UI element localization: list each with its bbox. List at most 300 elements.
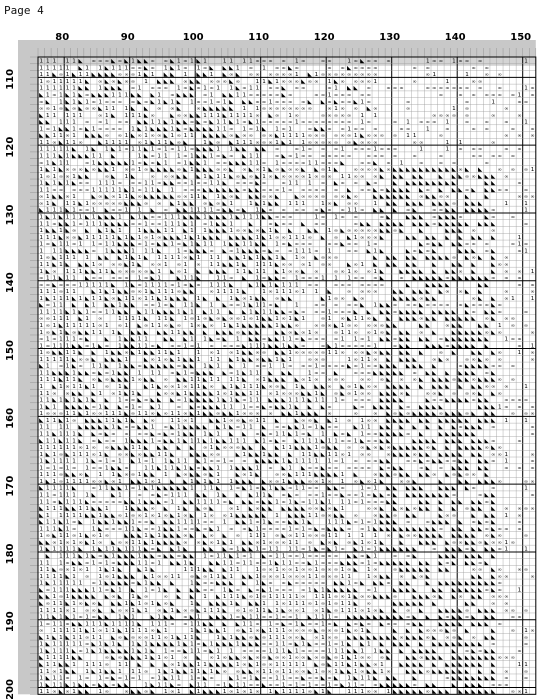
stitch-symbol: ◣ xyxy=(190,391,195,397)
stitch-symbol: 1 xyxy=(79,79,83,85)
stitch-symbol: ◣ xyxy=(452,398,457,404)
stitch-symbol: ∞ xyxy=(517,648,521,654)
stitch-symbol: 1 xyxy=(157,404,161,410)
stitch-symbol: ◣ xyxy=(255,438,260,444)
stitch-symbol: ∞ xyxy=(242,86,246,92)
stitch-symbol: ∞ xyxy=(118,208,122,214)
stitch-symbol: 1 xyxy=(197,411,201,417)
stitch-symbol: ∞ xyxy=(190,526,194,532)
stitch-symbol: 1 xyxy=(334,533,338,539)
stitch-symbol: 1 xyxy=(282,648,286,654)
stitch-symbol: ◣ xyxy=(406,364,411,370)
stitch-symbol: ◣ xyxy=(46,133,51,139)
stitch-symbol: ◣ xyxy=(183,201,188,207)
stitch-symbol: ◣ xyxy=(308,72,313,78)
stitch-symbol: ∞ xyxy=(288,567,292,573)
stitch-symbol: ◣ xyxy=(334,370,339,376)
stitch-symbol: ◣ xyxy=(170,554,175,560)
stitch-symbol: ∞ xyxy=(314,479,318,485)
stitch-symbol: ∞ xyxy=(432,303,436,309)
stitch-symbol: ∞ xyxy=(144,520,148,526)
stitch-symbol: ◣ xyxy=(445,452,450,458)
stitch-symbol: ◣ xyxy=(419,289,424,295)
stitch-symbol: 1 xyxy=(46,520,50,526)
stitch-symbol: ◣ xyxy=(426,438,431,444)
stitch-symbol: ◣ xyxy=(137,126,142,132)
stitch-symbol: ∞ xyxy=(327,242,331,248)
stitch-symbol: ◣ xyxy=(72,147,77,153)
stitch-symbol: ◣ xyxy=(399,228,404,234)
stitch-symbol: ◣ xyxy=(281,411,286,417)
stitch-symbol: 1 xyxy=(184,398,188,404)
stitch-symbol: 1 xyxy=(151,370,155,376)
stitch-symbol: ◣ xyxy=(183,92,188,98)
stitch-symbol: ∞ xyxy=(354,72,358,78)
stitch-symbol: ◣ xyxy=(131,215,136,221)
stitch-symbol: ∞ xyxy=(498,445,502,451)
stitch-symbol: 1 xyxy=(46,513,50,519)
stitch-symbol: ◣ xyxy=(157,364,162,370)
stitch-symbol: ◣ xyxy=(170,479,175,485)
stitch-symbol: 1 xyxy=(72,431,76,437)
stitch-symbol: ◣ xyxy=(157,601,162,607)
stitch-symbol: ∞ xyxy=(354,330,358,336)
stitch-symbol: ◣ xyxy=(367,554,372,560)
stitch-symbol: 1 xyxy=(59,65,63,71)
stitch-symbol: 1 xyxy=(157,99,161,105)
stitch-symbol: ◣ xyxy=(301,513,306,519)
stitch-symbol: ∞ xyxy=(445,343,449,349)
stitch-symbol: ◣ xyxy=(439,621,444,627)
stitch-symbol: 1 xyxy=(295,154,299,160)
stitch-symbol: ∞ xyxy=(504,187,508,193)
stitch-symbol: ∞ xyxy=(255,377,259,383)
stitch-symbol: ◣ xyxy=(471,445,476,451)
stitch-symbol: 1 xyxy=(223,289,227,295)
stitch-symbol: ◣ xyxy=(157,296,162,302)
stitch-symbol: 1 xyxy=(53,655,57,661)
stitch-symbol: 1 xyxy=(426,126,430,132)
stitch-symbol: ◣ xyxy=(288,581,293,587)
stitch-symbol: ◣ xyxy=(131,560,136,566)
stitch-symbol: ∞ xyxy=(504,384,508,390)
stitch-symbol: ∞ xyxy=(65,194,69,200)
stitch-symbol: ∞ xyxy=(511,92,515,98)
stitch-symbol: ◣ xyxy=(262,323,267,329)
stitch-symbol: ∞ xyxy=(46,126,50,132)
stitch-symbol: 1 xyxy=(138,255,142,261)
stitch-symbol: 1 xyxy=(39,370,43,376)
stitch-symbol: ◣ xyxy=(92,72,97,78)
stitch-symbol: ◣ xyxy=(458,465,463,471)
stitch-symbol: ∞ xyxy=(85,187,89,193)
stitch-symbol: ◣ xyxy=(321,208,326,214)
stitch-symbol: ∞ xyxy=(314,357,318,363)
stitch-symbol: ∞ xyxy=(327,621,331,627)
stitch-symbol: 1 xyxy=(39,228,43,234)
stitch-symbol: ◣ xyxy=(85,513,90,519)
stitch-symbol: ◣ xyxy=(242,445,247,451)
stitch-symbol: ∞ xyxy=(164,59,168,65)
stitch-symbol: ◣ xyxy=(491,547,496,553)
stitch-symbol: ◣ xyxy=(39,208,44,214)
stitch-symbol: ◣ xyxy=(39,486,44,492)
stitch-symbol: ∞ xyxy=(498,594,502,600)
stitch-symbol: ∞ xyxy=(354,581,358,587)
stitch-symbol: ∞ xyxy=(98,479,102,485)
stitch-symbol: ◣ xyxy=(183,242,188,248)
stitch-symbol: ◣ xyxy=(170,140,175,146)
stitch-symbol: ◣ xyxy=(399,425,404,431)
stitch-symbol: ◣ xyxy=(59,499,64,505)
stitch-symbol: 1 xyxy=(459,140,463,146)
stitch-symbol: ∞ xyxy=(92,411,96,417)
stitch-symbol: 1 xyxy=(66,581,70,587)
stitch-symbol: ◣ xyxy=(478,282,483,288)
stitch-symbol: ∞ xyxy=(360,276,364,282)
stitch-symbol: ◣ xyxy=(465,167,470,173)
stitch-symbol: ∞ xyxy=(308,282,312,288)
stitch-symbol: ∞ xyxy=(354,147,358,153)
stitch-symbol: 1 xyxy=(249,628,253,634)
stitch-symbol: ∞ xyxy=(177,194,181,200)
stitch-symbol: ◣ xyxy=(118,86,123,92)
stitch-symbol: ◣ xyxy=(491,445,496,451)
stitch-symbol: ◣ xyxy=(105,215,110,221)
stitch-symbol: ∞ xyxy=(314,506,318,512)
stitch-symbol: 1 xyxy=(256,526,260,532)
stitch-symbol: ◣ xyxy=(380,615,385,621)
stitch-symbol: 1 xyxy=(315,574,319,580)
stitch-symbol: ∞ xyxy=(498,72,502,78)
stitch-symbol: ◣ xyxy=(354,587,359,593)
stitch-symbol: 1 xyxy=(53,133,57,139)
stitch-symbol: ◣ xyxy=(380,425,385,431)
stitch-symbol: ∞ xyxy=(288,635,292,641)
stitch-symbol: 1 xyxy=(118,215,122,221)
stitch-symbol: 1 xyxy=(249,140,253,146)
stitch-symbol: ∞ xyxy=(314,79,318,85)
stitch-symbol: ◣ xyxy=(412,309,417,315)
stitch-symbol: ∞ xyxy=(314,92,318,98)
stitch-symbol: ∞ xyxy=(308,120,312,126)
stitch-symbol: ∞ xyxy=(124,472,128,478)
stitch-symbol: ◣ xyxy=(432,648,437,654)
stitch-symbol: ◣ xyxy=(288,65,293,71)
stitch-symbol: ◣ xyxy=(301,384,306,390)
stitch-symbol: ∞ xyxy=(367,316,371,322)
stitch-symbol: ◣ xyxy=(445,282,450,288)
stitch-symbol: ∞ xyxy=(426,86,430,92)
stitch-symbol: ◣ xyxy=(190,282,195,288)
stitch-symbol: ◣ xyxy=(406,493,411,499)
stitch-symbol: ◣ xyxy=(314,452,319,458)
stitch-symbol: 1 xyxy=(301,452,305,458)
stitch-symbol: ◣ xyxy=(275,452,280,458)
stitch-symbol: 1 xyxy=(236,92,240,98)
stitch-symbol: ∞ xyxy=(458,147,462,153)
stitch-symbol: ◣ xyxy=(275,398,280,404)
stitch-symbol: 1 xyxy=(138,147,142,153)
stitch-symbol: 1 xyxy=(53,445,57,451)
stitch-symbol: 1 xyxy=(269,628,273,634)
stitch-symbol: ◣ xyxy=(452,594,457,600)
stitch-symbol: ◣ xyxy=(85,628,90,634)
stitch-symbol: ∞ xyxy=(393,472,397,478)
stitch-symbol: ∞ xyxy=(347,391,351,397)
stitch-symbol: ∞ xyxy=(209,384,213,390)
stitch-symbol: ∞ xyxy=(524,242,528,248)
stitch-symbol: ◣ xyxy=(478,581,483,587)
stitch-symbol: ◣ xyxy=(157,167,162,173)
stitch-symbol: 1 xyxy=(315,499,319,505)
stitch-symbol: ◣ xyxy=(59,520,64,526)
stitch-symbol: ∞ xyxy=(334,242,338,248)
stitch-symbol: 1 xyxy=(243,92,247,98)
stitch-symbol: ∞ xyxy=(282,526,286,532)
stitch-symbol: 1 xyxy=(59,486,63,492)
stitch-symbol: ◣ xyxy=(419,621,424,627)
stitch-symbol: ∞ xyxy=(471,65,475,71)
stitch-symbol: 1 xyxy=(275,242,279,248)
stitch-symbol: 1 xyxy=(39,86,43,92)
stitch-symbol: ◣ xyxy=(314,418,319,424)
stitch-symbol: ◣ xyxy=(485,309,490,315)
stitch-symbol: ∞ xyxy=(144,323,148,329)
stitch-symbol: ◣ xyxy=(412,208,417,214)
stitch-symbol: 1 xyxy=(46,499,50,505)
stitch-symbol: 1 xyxy=(92,296,96,302)
stitch-symbol: 1 xyxy=(275,316,279,322)
stitch-symbol: ◣ xyxy=(393,452,398,458)
stitch-symbol: ∞ xyxy=(216,201,220,207)
stitch-symbol: ∞ xyxy=(105,133,109,139)
stitch-symbol: 1 xyxy=(131,296,135,302)
stitch-symbol: 1 xyxy=(53,648,57,654)
stitch-symbol: ◣ xyxy=(170,65,175,71)
stitch-symbol: 1 xyxy=(118,65,122,71)
stitch-symbol: 1 xyxy=(144,309,148,315)
stitch-symbol: ∞ xyxy=(373,608,377,614)
stitch-symbol: ◣ xyxy=(92,554,97,560)
stitch-symbol: ◣ xyxy=(209,337,214,343)
stitch-symbol: ∞ xyxy=(340,547,344,553)
stitch-symbol: ◣ xyxy=(471,615,476,621)
stitch-symbol: ∞ xyxy=(354,357,358,363)
stitch-symbol: ◣ xyxy=(399,350,404,356)
stitch-symbol: ∞ xyxy=(393,309,397,315)
stitch-symbol: ◣ xyxy=(412,594,417,600)
stitch-symbol: ∞ xyxy=(321,364,325,370)
stitch-symbol: ∞ xyxy=(308,493,312,499)
stitch-symbol: ◣ xyxy=(321,465,326,471)
stitch-symbol: ∞ xyxy=(465,506,469,512)
stitch-symbol: 1 xyxy=(229,465,233,471)
stitch-symbol: ◣ xyxy=(465,418,470,424)
stitch-symbol: ◣ xyxy=(105,581,110,587)
stitch-symbol: 1 xyxy=(354,391,358,397)
stitch-symbol: ◣ xyxy=(281,608,286,614)
stitch-symbol: ◣ xyxy=(412,262,417,268)
stitch-symbol: ◣ xyxy=(242,431,247,437)
stitch-symbol: ◣ xyxy=(373,255,378,261)
stitch-symbol: ∞ xyxy=(301,567,305,573)
stitch-symbol: 1 xyxy=(66,431,70,437)
stitch-symbol: ◣ xyxy=(426,615,431,621)
stitch-symbol: ◣ xyxy=(65,601,70,607)
stitch-symbol: ∞ xyxy=(59,567,63,573)
stitch-symbol: 1 xyxy=(144,648,148,654)
stitch-symbol: ∞ xyxy=(196,181,200,187)
stitch-symbol: ◣ xyxy=(275,445,280,451)
stitch-symbol: ◣ xyxy=(229,187,234,193)
stitch-symbol: ◣ xyxy=(445,208,450,214)
stitch-symbol: ◣ xyxy=(196,154,201,160)
stitch-symbol: ∞ xyxy=(177,181,181,187)
stitch-symbol: ◣ xyxy=(262,431,267,437)
stitch-symbol: 1 xyxy=(138,208,142,214)
stitch-symbol: ◣ xyxy=(150,581,155,587)
stitch-symbol: ∞ xyxy=(485,445,489,451)
stitch-symbol: ∞ xyxy=(216,167,220,173)
stitch-symbol: ◣ xyxy=(229,581,234,587)
stitch-symbol: ∞ xyxy=(183,540,187,546)
stitch-symbol: ◣ xyxy=(478,587,483,593)
stitch-symbol: ∞ xyxy=(393,567,397,573)
stitch-symbol: ∞ xyxy=(137,289,141,295)
stitch-symbol: 1 xyxy=(269,648,273,654)
stitch-symbol: 1 xyxy=(328,228,332,234)
stitch-symbol: 1 xyxy=(288,547,292,553)
stitch-symbol: ∞ xyxy=(295,574,299,580)
stitch-symbol: ∞ xyxy=(530,86,534,92)
stitch-symbol: ∞ xyxy=(360,377,364,383)
stitch-symbol: ∞ xyxy=(367,154,371,160)
stitch-symbol: 1 xyxy=(39,526,43,532)
stitch-symbol: ∞ xyxy=(203,120,207,126)
stitch-symbol: ∞ xyxy=(164,425,168,431)
stitch-symbol: ∞ xyxy=(360,72,364,78)
stitch-symbol: ◣ xyxy=(334,540,339,546)
stitch-symbol: ◣ xyxy=(478,384,483,390)
stitch-symbol: 1 xyxy=(98,269,102,275)
stitch-symbol: 1 xyxy=(328,594,332,600)
stitch-symbol: ◣ xyxy=(360,642,365,648)
stitch-symbol: ◣ xyxy=(170,533,175,539)
stitch-symbol: ∞ xyxy=(203,201,207,207)
stitch-symbol: 1 xyxy=(177,350,181,356)
stitch-symbol: 1 xyxy=(262,343,266,349)
stitch-symbol: ◣ xyxy=(157,398,162,404)
stitch-symbol: ∞ xyxy=(321,567,325,573)
stitch-symbol: ◣ xyxy=(393,628,398,634)
stitch-symbol: ∞ xyxy=(321,167,325,173)
stitch-symbol: ◣ xyxy=(209,140,214,146)
stitch-symbol: ◣ xyxy=(288,459,293,465)
stitch-symbol: ∞ xyxy=(268,581,272,587)
stitch-symbol: ∞ xyxy=(386,160,390,166)
stitch-symbol: ∞ xyxy=(124,269,128,275)
stitch-symbol: 1 xyxy=(190,337,194,343)
stitch-symbol: ◣ xyxy=(223,201,228,207)
stitch-symbol: ∞ xyxy=(504,574,508,580)
stitch-symbol: ∞ xyxy=(65,391,69,397)
stitch-symbol: ◣ xyxy=(190,357,195,363)
stitch-symbol: 1 xyxy=(184,303,188,309)
stitch-symbol: 1 xyxy=(66,438,70,444)
stitch-symbol: ◣ xyxy=(406,452,411,458)
stitch-symbol: 1 xyxy=(72,309,76,315)
stitch-symbol: ◣ xyxy=(465,581,470,587)
stitch-symbol: 1 xyxy=(144,289,148,295)
stitch-symbol: ∞ xyxy=(52,269,56,275)
stitch-symbol: ∞ xyxy=(229,350,233,356)
stitch-symbol: ◣ xyxy=(393,526,398,532)
stitch-symbol: 1 xyxy=(256,215,260,221)
stitch-symbol: 1 xyxy=(341,642,345,648)
stitch-symbol: ◣ xyxy=(223,215,228,221)
stitch-symbol: ◣ xyxy=(203,133,208,139)
stitch-symbol: ∞ xyxy=(321,581,325,587)
stitch-symbol: 1 xyxy=(125,316,129,322)
stitch-symbol: ◣ xyxy=(275,404,280,410)
stitch-symbol: ◣ xyxy=(432,411,437,417)
stitch-symbol: ◣ xyxy=(137,655,142,661)
stitch-symbol: 1 xyxy=(66,242,70,248)
stitch-symbol: ◣ xyxy=(52,635,57,641)
stitch-symbol: 1 xyxy=(59,86,63,92)
stitch-symbol: 1 xyxy=(92,547,96,553)
stitch-symbol: ◣ xyxy=(78,411,83,417)
stitch-symbol: 1 xyxy=(531,167,535,173)
stitch-symbol: 1 xyxy=(275,615,279,621)
stitch-symbol: ∞ xyxy=(465,472,469,478)
stitch-symbol: 1 xyxy=(315,445,319,451)
stitch-symbol: ∞ xyxy=(321,194,325,200)
stitch-symbol: ◣ xyxy=(412,269,417,275)
stitch-symbol: ◣ xyxy=(177,608,182,614)
stitch-symbol: 1 xyxy=(151,282,155,288)
stitch-symbol: 1 xyxy=(72,601,76,607)
stitch-symbol: ◣ xyxy=(393,323,398,329)
stitch-symbol: ∞ xyxy=(360,79,364,85)
stitch-symbol: 1 xyxy=(92,242,96,248)
stitch-symbol: ◣ xyxy=(380,506,385,512)
stitch-symbol: ◣ xyxy=(426,235,431,241)
stitch-symbol: ∞ xyxy=(367,133,371,139)
stitch-symbol: 1 xyxy=(282,594,286,600)
stitch-symbol: ◣ xyxy=(399,540,404,546)
stitch-symbol: ∞ xyxy=(458,425,462,431)
stitch-symbol: ◣ xyxy=(471,201,476,207)
stitch-symbol: 1 xyxy=(66,554,70,560)
stitch-symbol: 1 xyxy=(229,574,233,580)
stitch-symbol: ◣ xyxy=(92,594,97,600)
stitch-symbol: 1 xyxy=(262,520,266,526)
stitch-symbol: ∞ xyxy=(360,65,364,71)
stitch-symbol: ◣ xyxy=(223,337,228,343)
stitch-symbol: ◣ xyxy=(150,140,155,146)
stitch-symbol: 1 xyxy=(249,520,253,526)
stitch-symbol: ◣ xyxy=(203,465,208,471)
stitch-symbol: ◣ xyxy=(52,615,57,621)
stitch-symbol: ◣ xyxy=(242,289,247,295)
stitch-symbol: ∞ xyxy=(386,86,390,92)
stitch-symbol: 1 xyxy=(347,452,351,458)
stitch-symbol: ∞ xyxy=(46,242,50,248)
stitch-symbol: 1 xyxy=(177,201,181,207)
stitch-symbol: ◣ xyxy=(170,459,175,465)
